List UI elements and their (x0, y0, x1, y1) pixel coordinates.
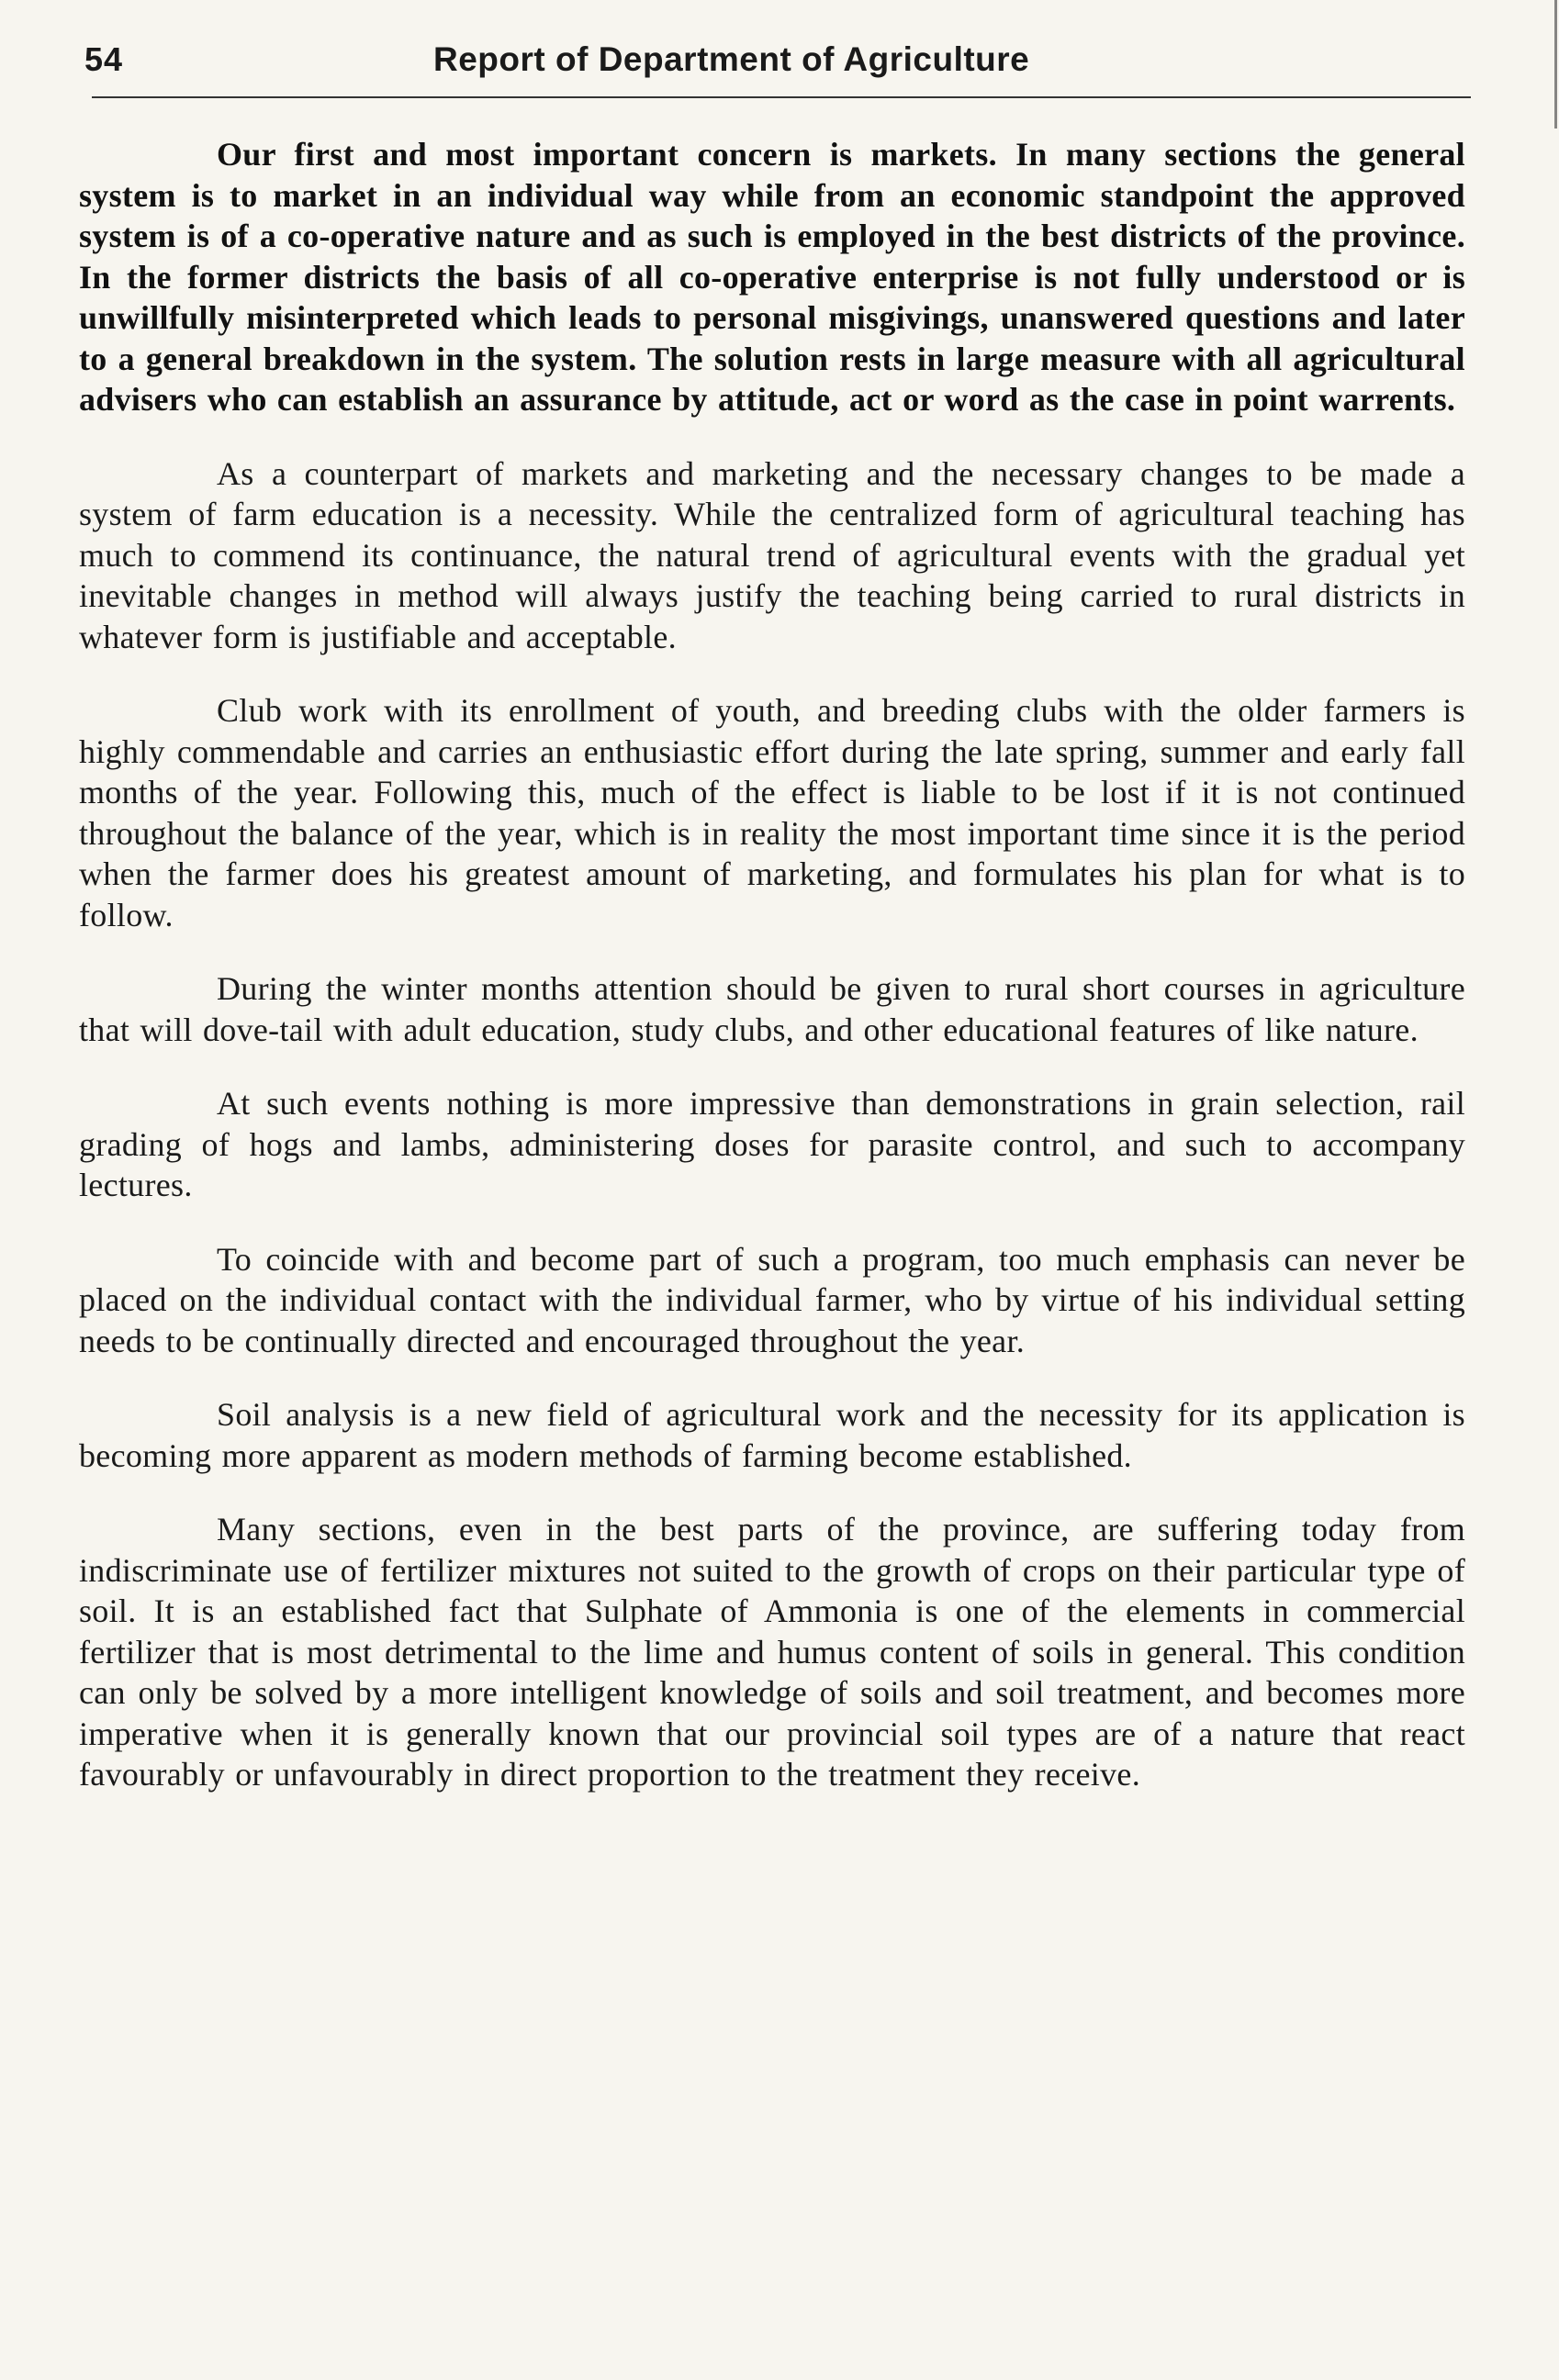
paragraph-individual-contact: To coincide with and become part of such a program, too much emphasis can never be placed on the individual contact with the individual farmer, who by virtue of his individual setting needs to be continually directed and encouraged throughout the year. (79, 1240, 1465, 1359)
body-text (79, 134, 1465, 1828)
paragraph-fertilizer: Many sections, even in the best parts of the province, are suffering today from indiscriminate use of fertilizer mixtures not suited to the growth of crops on their particular type of soil. It is an established fact that Sulphate of Ammonia is one of the elements in commercial fertilizer that is most detrimental to the lime and humus content of soils in general. This condition can only be solved by a more intelligent knowledge of soils and soil treatment, and becomes more imperative when it is generally known that our provincial soil types are of a nature that react favourably or unfavourably in direct proportion to the treatment they receive. (79, 1511, 1465, 1793)
paragraph-demonstrations: At such events nothing is more impressive than demonstrations in grain selection, rail grading of hogs and lambs, administering doses for parasite control, and such to accompany lectures. (79, 1085, 1465, 1203)
paragraph-club-work: Club work with its enrollment of youth, and breeding clubs with the older farmers is highly commendable and carries an enthusiastic effort during the late spring, summer and early fall months of the year. Following this, much of the effect is liable to be lost if it is not continued throughout the balance of the year, which is in reality the most important time since it is the period when the farmer does his greatest amount of marketing, and formulates his plan for what is to follow. (79, 692, 1465, 933)
header-rule (92, 96, 1471, 98)
paragraph-markets: Our first and most important concern is markets. In many sections the general system is to market in an individual way while from an economic standpoint the approved system is of a co-operative nature and as such is employed in the best districts of the province. In the former districts the basis of all co-operative enterprise is not fully understood or is unwillfully misinterpreted which leads to personal misgivings, unanswered questions and later to a general breakdown in the system. The solution rests in large measure with all agricultural advisers who can establish an assurance by attitude, act or word as the case in point warrents. (79, 136, 1465, 418)
paragraph-farm-education: As a counterpart of markets and marketing and the necessary changes to be made a system of farm education is a necessity. While the centralized form of agricultural teaching has much to commend its continuance, the natural trend of agricultural events with the gradual yet inevitable changes in method will always justify the teaching being carried to rural districts in whatever form is justifiable and acceptable. (79, 454, 1465, 655)
paragraph-soil-analysis: Soil analysis is a new field of agricultural work and the necessity for its application is becoming more apparent as modern methods of farming become established. (79, 1396, 1465, 1474)
paragraph-winter-courses: During the winter months attention should be given to rural short courses in agriculture that will dove-tail with adult education, study clubs, and other educational features of like nature. (79, 970, 1465, 1048)
page-number: 54 (84, 40, 124, 78)
page-edge-mark (1554, 0, 1557, 128)
running-title: Report of Department of Agriculture (433, 40, 1030, 78)
page-header (84, 40, 1480, 95)
